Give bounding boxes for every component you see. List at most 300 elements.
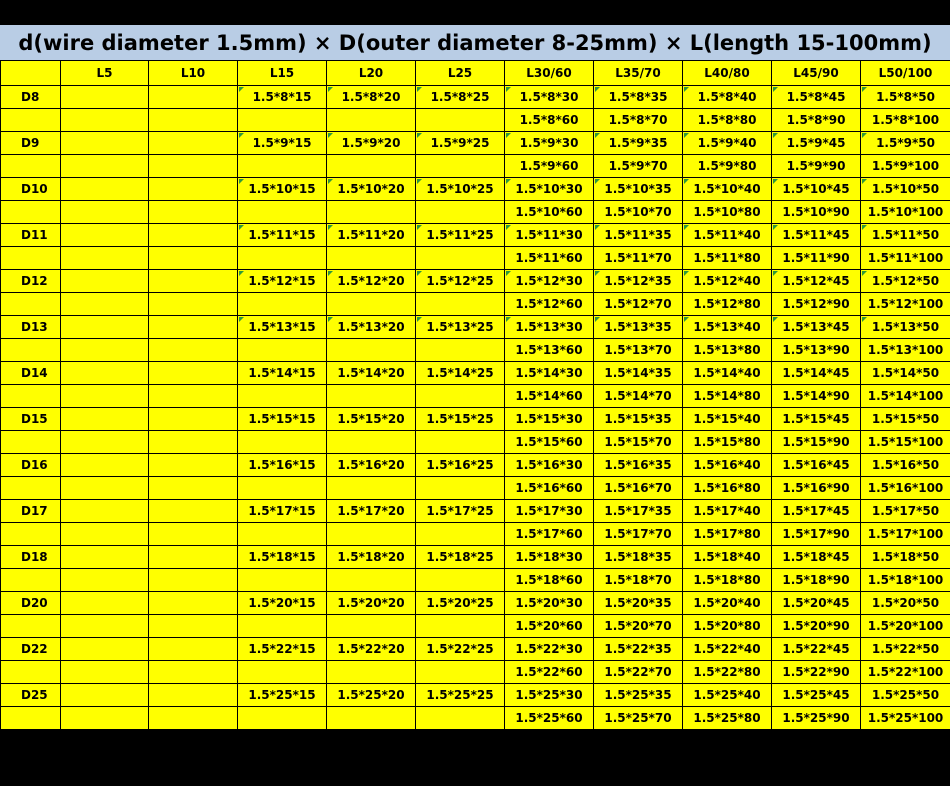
table-cell: 1.5*13*45: [772, 316, 861, 339]
table-cell: 1.5*14*90: [772, 385, 861, 408]
column-header: L45/90: [772, 61, 861, 86]
table-cell: [149, 109, 238, 132]
table-row: [1, 385, 950, 408]
column-header: L30/60: [505, 61, 594, 86]
table-cell: 1.5*25*100: [861, 707, 950, 730]
table-cell: 1.5*11*90: [772, 247, 861, 270]
table-cell: 1.5*22*60: [505, 661, 594, 684]
table-cell: 1.5*10*50: [861, 178, 950, 201]
table-cell: [61, 661, 149, 684]
table-cell: [61, 155, 149, 178]
row-label: [1, 569, 61, 592]
table-cell: 1.5*22*20: [327, 638, 416, 661]
column-header: L10: [149, 61, 238, 86]
table-cell: 1.5*10*100: [861, 201, 950, 224]
table-cell: 1.5*9*25: [416, 132, 505, 155]
table-row: [1, 247, 950, 270]
table-cell: 1.5*16*40: [683, 454, 772, 477]
table-row: [1, 86, 950, 109]
table-cell: [61, 454, 149, 477]
table-cell: 1.5*9*80: [683, 155, 772, 178]
table-cell: [149, 408, 238, 431]
header-corner-cell: [1, 61, 61, 86]
table-cell: [327, 661, 416, 684]
table-cell: [327, 201, 416, 224]
table-cell: [416, 155, 505, 178]
table-cell: [61, 201, 149, 224]
table-cell: 1.5*13*35: [594, 316, 683, 339]
table-cell: [61, 224, 149, 247]
table-cell: 1.5*18*40: [683, 546, 772, 569]
table-row: [1, 523, 950, 546]
table-cell: [238, 707, 327, 730]
row-label: D13: [1, 316, 61, 339]
table-cell: [149, 293, 238, 316]
table-cell: 1.5*22*30: [505, 638, 594, 661]
table-cell: 1.5*22*70: [594, 661, 683, 684]
table-cell: 1.5*11*15: [238, 224, 327, 247]
header-row: [1, 61, 950, 86]
table-cell: 1.5*18*90: [772, 569, 861, 592]
column-header: L40/80: [683, 61, 772, 86]
row-label: D17: [1, 500, 61, 523]
table-cell: 1.5*14*100: [861, 385, 950, 408]
table-cell: [238, 431, 327, 454]
table-cell: [416, 293, 505, 316]
table-cell: 1.5*25*50: [861, 684, 950, 707]
row-label: [1, 431, 61, 454]
table-row: [1, 592, 950, 615]
table-cell: 1.5*16*50: [861, 454, 950, 477]
table-cell: 1.5*10*25: [416, 178, 505, 201]
table-cell: 1.5*12*70: [594, 293, 683, 316]
table-cell: 1.5*10*20: [327, 178, 416, 201]
table-cell: 1.5*25*35: [594, 684, 683, 707]
table-cell: [416, 523, 505, 546]
table-cell: 1.5*18*70: [594, 569, 683, 592]
column-header: L5: [61, 61, 149, 86]
table-cell: 1.5*20*25: [416, 592, 505, 615]
table-cell: 1.5*11*25: [416, 224, 505, 247]
table-cell: [238, 615, 327, 638]
table-cell: 1.5*9*20: [327, 132, 416, 155]
table-row: [1, 684, 950, 707]
table-cell: 1.5*15*40: [683, 408, 772, 431]
table-row: [1, 431, 950, 454]
table-cell: 1.5*18*100: [861, 569, 950, 592]
table-title: d(wire diameter 1.5mm) × D(outer diameter 8-25mm) × L(length 15-100mm): [0, 25, 950, 60]
table-cell: 1.5*17*35: [594, 500, 683, 523]
table-cell: [416, 431, 505, 454]
table-cell: 1.5*16*100: [861, 477, 950, 500]
table-cell: 1.5*15*70: [594, 431, 683, 454]
table-cell: 1.5*11*60: [505, 247, 594, 270]
table-cell: 1.5*10*35: [594, 178, 683, 201]
table-cell: [149, 316, 238, 339]
table-cell: [327, 155, 416, 178]
table-cell: [61, 339, 149, 362]
table-cell: 1.5*25*25: [416, 684, 505, 707]
table-cell: 1.5*16*60: [505, 477, 594, 500]
table-cell: 1.5*10*45: [772, 178, 861, 201]
table-cell: 1.5*15*80: [683, 431, 772, 454]
table-cell: 1.5*17*45: [772, 500, 861, 523]
table-cell: [149, 385, 238, 408]
table-cell: 1.5*11*40: [683, 224, 772, 247]
table-cell: 1.5*25*60: [505, 707, 594, 730]
table-cell: [149, 638, 238, 661]
row-label: D18: [1, 546, 61, 569]
table-cell: 1.5*18*30: [505, 546, 594, 569]
table-row: [1, 224, 950, 247]
table-cell: 1.5*14*45: [772, 362, 861, 385]
table-row: [1, 316, 950, 339]
table-cell: 1.5*20*80: [683, 615, 772, 638]
table-cell: 1.5*22*15: [238, 638, 327, 661]
table-cell: 1.5*12*30: [505, 270, 594, 293]
table-cell: 1.5*25*45: [772, 684, 861, 707]
table-cell: 1.5*13*50: [861, 316, 950, 339]
table-cell: 1.5*10*70: [594, 201, 683, 224]
column-header: L35/70: [594, 61, 683, 86]
table-row: [1, 638, 950, 661]
table-cell: 1.5*16*20: [327, 454, 416, 477]
table-cell: [61, 615, 149, 638]
table-cell: [61, 569, 149, 592]
row-label: D12: [1, 270, 61, 293]
table-cell: 1.5*12*90: [772, 293, 861, 316]
table-row: [1, 293, 950, 316]
table-cell: [149, 477, 238, 500]
spring-size-table: [0, 60, 950, 730]
table-cell: 1.5*20*35: [594, 592, 683, 615]
table-cell: [327, 385, 416, 408]
table-cell: 1.5*14*50: [861, 362, 950, 385]
table-cell: [61, 477, 149, 500]
table-row: [1, 408, 950, 431]
table-cell: 1.5*15*25: [416, 408, 505, 431]
table-cell: 1.5*14*80: [683, 385, 772, 408]
table-cell: 1.5*22*40: [683, 638, 772, 661]
table-cell: [61, 316, 149, 339]
table-cell: [149, 247, 238, 270]
table-cell: [238, 339, 327, 362]
table-cell: [61, 408, 149, 431]
table-cell: 1.5*16*45: [772, 454, 861, 477]
table-cell: [149, 500, 238, 523]
table-cell: 1.5*22*100: [861, 661, 950, 684]
table-cell: 1.5*22*90: [772, 661, 861, 684]
table-cell: 1.5*9*15: [238, 132, 327, 155]
row-label: [1, 477, 61, 500]
table-cell: 1.5*17*20: [327, 500, 416, 523]
row-label: D15: [1, 408, 61, 431]
table-cell: [416, 201, 505, 224]
table-cell: 1.5*15*30: [505, 408, 594, 431]
table-row: [1, 477, 950, 500]
table-cell: 1.5*18*35: [594, 546, 683, 569]
table-cell: 1.5*22*80: [683, 661, 772, 684]
table-cell: 1.5*11*20: [327, 224, 416, 247]
table-cell: 1.5*8*80: [683, 109, 772, 132]
table-cell: 1.5*22*35: [594, 638, 683, 661]
table-cell: 1.5*20*50: [861, 592, 950, 615]
table-cell: [61, 86, 149, 109]
table-cell: [416, 477, 505, 500]
table-cell: 1.5*9*30: [505, 132, 594, 155]
table-cell: [238, 661, 327, 684]
row-label: D16: [1, 454, 61, 477]
table-cell: 1.5*25*20: [327, 684, 416, 707]
table-cell: [416, 385, 505, 408]
table-cell: 1.5*20*70: [594, 615, 683, 638]
table-cell: 1.5*8*50: [861, 86, 950, 109]
table-cell: 1.5*20*45: [772, 592, 861, 615]
table-cell: 1.5*16*25: [416, 454, 505, 477]
table-cell: 1.5*14*60: [505, 385, 594, 408]
table-cell: [238, 109, 327, 132]
table-cell: 1.5*8*90: [772, 109, 861, 132]
table-cell: [327, 109, 416, 132]
table-row: [1, 178, 950, 201]
table-cell: [149, 270, 238, 293]
table-cell: 1.5*8*15: [238, 86, 327, 109]
table-cell: [61, 270, 149, 293]
table-cell: 1.5*10*80: [683, 201, 772, 224]
table-row: [1, 569, 950, 592]
table-cell: [149, 615, 238, 638]
table-cell: 1.5*11*45: [772, 224, 861, 247]
row-label: D25: [1, 684, 61, 707]
table-row: [1, 546, 950, 569]
table-cell: 1.5*25*90: [772, 707, 861, 730]
table-cell: 1.5*20*60: [505, 615, 594, 638]
table-cell: [327, 615, 416, 638]
row-label: [1, 615, 61, 638]
table-cell: [327, 339, 416, 362]
table-cell: 1.5*12*100: [861, 293, 950, 316]
table-cell: 1.5*25*70: [594, 707, 683, 730]
table-cell: 1.5*15*90: [772, 431, 861, 454]
table-cell: 1.5*8*100: [861, 109, 950, 132]
table-cell: 1.5*12*50: [861, 270, 950, 293]
table-cell: [149, 569, 238, 592]
table-cell: [61, 385, 149, 408]
table-cell: 1.5*11*80: [683, 247, 772, 270]
table-cell: [238, 155, 327, 178]
table-cell: [238, 569, 327, 592]
table-cell: 1.5*13*70: [594, 339, 683, 362]
table-cell: 1.5*10*90: [772, 201, 861, 224]
table-cell: [149, 546, 238, 569]
table-row: [1, 615, 950, 638]
table-cell: 1.5*15*45: [772, 408, 861, 431]
row-label: [1, 385, 61, 408]
table-cell: 1.5*22*25: [416, 638, 505, 661]
table-row: [1, 500, 950, 523]
table-cell: [149, 523, 238, 546]
row-label: [1, 339, 61, 362]
table-cell: 1.5*11*30: [505, 224, 594, 247]
table-cell: 1.5*13*90: [772, 339, 861, 362]
table-cell: 1.5*12*15: [238, 270, 327, 293]
table-cell: 1.5*8*70: [594, 109, 683, 132]
row-label: [1, 293, 61, 316]
table-cell: 1.5*13*80: [683, 339, 772, 362]
table-cell: [149, 155, 238, 178]
table-cell: [61, 431, 149, 454]
row-label: [1, 523, 61, 546]
table-cell: [61, 362, 149, 385]
row-label: D10: [1, 178, 61, 201]
table-cell: 1.5*25*15: [238, 684, 327, 707]
table-cell: 1.5*9*35: [594, 132, 683, 155]
row-label: D8: [1, 86, 61, 109]
table-cell: [238, 523, 327, 546]
table-cell: [149, 362, 238, 385]
row-label: D14: [1, 362, 61, 385]
table-cell: 1.5*22*50: [861, 638, 950, 661]
table-cell: 1.5*13*60: [505, 339, 594, 362]
table-cell: 1.5*20*40: [683, 592, 772, 615]
table-cell: [327, 523, 416, 546]
table-cell: [61, 178, 149, 201]
table-cell: 1.5*16*90: [772, 477, 861, 500]
table-cell: [238, 477, 327, 500]
column-header: L25: [416, 61, 505, 86]
table-cell: [149, 339, 238, 362]
table-cell: [238, 201, 327, 224]
table-cell: [149, 661, 238, 684]
table-cell: 1.5*9*90: [772, 155, 861, 178]
row-label: D11: [1, 224, 61, 247]
table-cell: 1.5*13*100: [861, 339, 950, 362]
table-cell: [149, 86, 238, 109]
table-cell: 1.5*12*25: [416, 270, 505, 293]
table-cell: 1.5*8*20: [327, 86, 416, 109]
table-cell: [416, 109, 505, 132]
table-cell: [149, 201, 238, 224]
table-cell: 1.5*15*100: [861, 431, 950, 454]
table-cell: 1.5*13*15: [238, 316, 327, 339]
table-row: [1, 270, 950, 293]
table-cell: [149, 684, 238, 707]
table-cell: 1.5*16*80: [683, 477, 772, 500]
table-cell: 1.5*13*20: [327, 316, 416, 339]
table-cell: 1.5*16*30: [505, 454, 594, 477]
row-label: D9: [1, 132, 61, 155]
table-cell: [61, 132, 149, 155]
table-cell: 1.5*8*40: [683, 86, 772, 109]
row-label: [1, 155, 61, 178]
table-cell: 1.5*17*15: [238, 500, 327, 523]
table-cell: [327, 293, 416, 316]
column-header: L50/100: [861, 61, 950, 86]
table-cell: 1.5*18*50: [861, 546, 950, 569]
table-cell: 1.5*11*35: [594, 224, 683, 247]
table-cell: [149, 431, 238, 454]
table-cell: [61, 293, 149, 316]
table-cell: [416, 339, 505, 362]
table-cell: 1.5*16*35: [594, 454, 683, 477]
table-cell: 1.5*12*40: [683, 270, 772, 293]
table-cell: 1.5*25*40: [683, 684, 772, 707]
table-cell: [149, 592, 238, 615]
table-cell: 1.5*18*15: [238, 546, 327, 569]
table-cell: [149, 132, 238, 155]
table-cell: 1.5*15*15: [238, 408, 327, 431]
table-row: [1, 454, 950, 477]
row-label: [1, 661, 61, 684]
table-cell: 1.5*18*20: [327, 546, 416, 569]
table-cell: 1.5*25*30: [505, 684, 594, 707]
table-cell: [149, 224, 238, 247]
table-cell: 1.5*12*80: [683, 293, 772, 316]
table-cell: [238, 293, 327, 316]
table-cell: 1.5*9*50: [861, 132, 950, 155]
table-cell: 1.5*14*35: [594, 362, 683, 385]
table-cell: 1.5*8*45: [772, 86, 861, 109]
table-cell: 1.5*20*20: [327, 592, 416, 615]
table-cell: 1.5*14*25: [416, 362, 505, 385]
table-cell: 1.5*14*20: [327, 362, 416, 385]
table-cell: [61, 592, 149, 615]
table-cell: 1.5*17*25: [416, 500, 505, 523]
row-label: [1, 201, 61, 224]
table-cell: [327, 431, 416, 454]
table-cell: 1.5*9*70: [594, 155, 683, 178]
table-cell: [416, 247, 505, 270]
table-cell: [238, 247, 327, 270]
table-cell: 1.5*13*25: [416, 316, 505, 339]
table-cell: [61, 109, 149, 132]
table-cell: 1.5*20*15: [238, 592, 327, 615]
table-row: [1, 109, 950, 132]
table-cell: [327, 707, 416, 730]
table-cell: 1.5*22*45: [772, 638, 861, 661]
table-cell: 1.5*15*35: [594, 408, 683, 431]
table-cell: 1.5*18*80: [683, 569, 772, 592]
table-cell: [416, 615, 505, 638]
table-cell: [61, 546, 149, 569]
table-cell: [61, 684, 149, 707]
table-cell: [149, 178, 238, 201]
table-cell: 1.5*9*40: [683, 132, 772, 155]
table-cell: [61, 638, 149, 661]
table-row: [1, 362, 950, 385]
table-cell: 1.5*17*30: [505, 500, 594, 523]
table-cell: [149, 707, 238, 730]
table-cell: [327, 569, 416, 592]
table-cell: [61, 523, 149, 546]
table-cell: 1.5*11*50: [861, 224, 950, 247]
table-cell: [61, 500, 149, 523]
table-cell: 1.5*10*15: [238, 178, 327, 201]
table-cell: [327, 247, 416, 270]
table-cell: [61, 707, 149, 730]
table-cell: 1.5*13*30: [505, 316, 594, 339]
table-cell: [416, 569, 505, 592]
table-cell: 1.5*16*15: [238, 454, 327, 477]
table-cell: 1.5*12*20: [327, 270, 416, 293]
row-label: [1, 247, 61, 270]
table-cell: 1.5*20*90: [772, 615, 861, 638]
table-cell: 1.5*17*90: [772, 523, 861, 546]
table-cell: 1.5*15*60: [505, 431, 594, 454]
table-cell: 1.5*14*15: [238, 362, 327, 385]
table-cell: 1.5*15*50: [861, 408, 950, 431]
table-cell: 1.5*17*100: [861, 523, 950, 546]
